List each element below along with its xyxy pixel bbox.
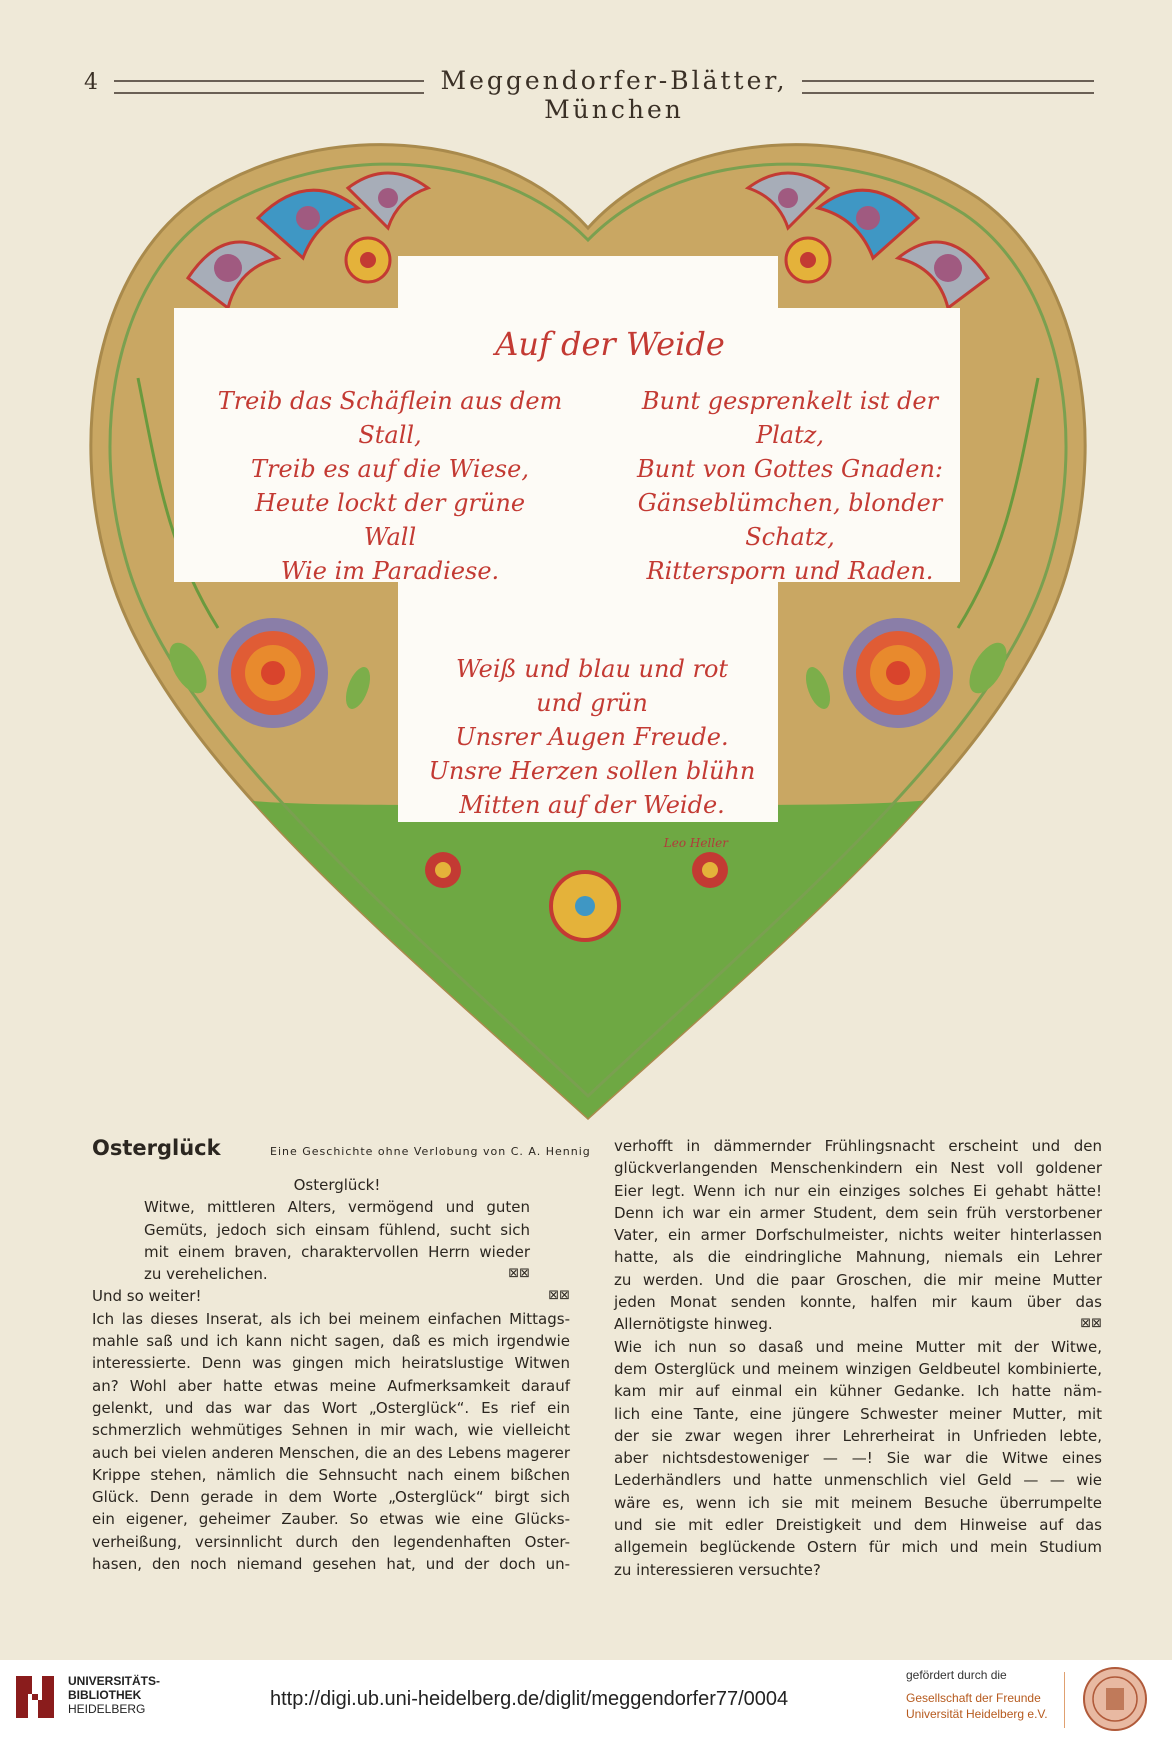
text-line: an? Wohl aber hatte etwas meine Aufmerksamkeit darauf — [92, 1376, 570, 1395]
text-line: Ich las dieses Inserat, als ich bei meinem einfachen Mittags- — [92, 1309, 570, 1328]
text-line: zu werden. Und die paar Groschen, die mir meine Mutter — [614, 1270, 1102, 1289]
text-line: mahle saß und ich kann nicht sagen, daß es mich irgendwie — [92, 1332, 570, 1351]
ad-line: Gemüts, jedoch sich einsam fühlend, sucht sich — [144, 1220, 530, 1239]
poem-line: Mitten auf der Weide. — [459, 791, 725, 819]
text-line: ein eigener, geheimer Zauber. So etwas wie eine Glücks- — [92, 1510, 570, 1529]
rosette-center — [551, 872, 619, 940]
page-number: 4 — [84, 70, 98, 95]
permalink-url[interactable]: http://digi.ub.uni-heidelberg.de/diglit/meggendorfer77/0004 — [270, 1688, 789, 1710]
text-line: verheißung, versinnlicht durch den legendenhaften Oster- — [92, 1532, 570, 1551]
header-ornament-right — [802, 80, 1094, 94]
poem-line: Platz, — [755, 421, 825, 449]
sun-ornament-right — [786, 238, 830, 282]
poem-line: Treib es auf die Wiese, — [251, 455, 529, 483]
text-line: jeden Monat senden konnte, halfen mir kaum über das — [614, 1293, 1102, 1312]
poem-line: Rittersporn und Raden. — [646, 557, 934, 585]
library-name-line: BIBLIOTHEK — [68, 1688, 142, 1702]
sunflower-left — [218, 618, 328, 728]
text-line: und sie mit edler Dreistigkeit und dem Hinweise auf das — [614, 1516, 1102, 1535]
text-line-content: Und so weiter! — [92, 1287, 202, 1306]
ad-line: Witwe, mittleren Alters, vermögend und guten — [144, 1198, 530, 1217]
poem-line: Heute lockt der grüne — [254, 489, 526, 517]
poem-line: Stall, — [358, 421, 422, 449]
text-line: verhofft in dämmernder Frühlingsnacht erscheint und den — [614, 1137, 1102, 1155]
page-header-title: Meggendorfer-Blätter, München — [440, 66, 788, 124]
text-line — [614, 1313, 1102, 1335]
footer-divider — [1064, 1672, 1065, 1728]
poem-line: Weiß und blau und rot — [455, 655, 729, 683]
rosette-small-left — [425, 852, 461, 888]
sponsor-line: Gesellschaft der Freunde — [906, 1691, 1041, 1705]
poem-line: Schatz, — [745, 523, 835, 551]
text-line: Glück. Denn gerade in dem Worte „Osterglück“ birgt sich — [92, 1488, 570, 1507]
poem-line: Bunt von Gottes Gnaden: — [636, 455, 944, 483]
ad-line: mit einem braven, charaktervollen Herrn wieder — [144, 1242, 530, 1261]
text-line: wäre es, wenn ich sie mit meinem Besuche überrumpelte — [614, 1493, 1102, 1512]
ad-line-text: zu verehelichen. — [144, 1265, 268, 1284]
library-name[interactable] — [68, 1674, 160, 1716]
text-line: aber nichtsdestoweniger — —! Sie war die Witwe eines — [614, 1449, 1102, 1468]
text-line: schmerzlich wehmütiges Sehnen in mir wach, wie vielleicht — [92, 1421, 570, 1440]
text-line-content: Allernötigste hinweg. — [614, 1315, 773, 1334]
footer-bar — [0, 1660, 1172, 1737]
ad-heading: Osterglück! — [293, 1176, 381, 1194]
text-line: Wie ich nun so dasaß und meine Mutter mit der Witwe, — [614, 1337, 1102, 1356]
poem-line: Gänseblümchen, blonder — [637, 489, 943, 517]
section-marks: ⊠⊠ — [548, 1288, 570, 1304]
text-line: gelenkt, und das war das Wort „Osterglück“. Es rief ein — [92, 1398, 570, 1417]
text-line: interessierte. Denn was gingen mich heiratslustige Witwen — [92, 1354, 570, 1373]
section-marks: ⊠⊠ — [508, 1266, 530, 1282]
text-line: lich eine Tante, eine jüngere Schwester meiner Mutter, mit — [614, 1404, 1102, 1423]
text-line — [92, 1285, 570, 1307]
heart-illustration — [78, 128, 1098, 1120]
poem-line: Wie im Paradiese. — [280, 557, 500, 585]
sponsor-name[interactable] — [906, 1690, 1048, 1722]
poem-line: Unsre Herzen sollen blühn — [428, 757, 756, 785]
sunflower-right — [843, 618, 953, 728]
text-line: Krippe stehen, nämlich die Sehnsucht nach einem bißchen — [92, 1465, 570, 1484]
poem-line: Bunt gesprenkelt ist der — [641, 387, 939, 415]
poem-line: Unsrer Augen Freude. — [455, 723, 729, 751]
header-ornament-left — [114, 80, 424, 94]
sponsor-label: gefördert durch die — [906, 1668, 1007, 1682]
ad-line-last — [92, 1263, 570, 1285]
story-subtitle: Eine Geschichte ohne Verlobung von C. A. Hennig — [270, 1145, 591, 1158]
text-line: allgemein beglückende Ostern für mich und mein Studium — [614, 1538, 1102, 1557]
page-header — [80, 66, 1100, 124]
seal-icon — [1082, 1666, 1148, 1732]
story-column-right — [614, 1135, 1102, 1581]
story-title: Osterglück — [92, 1136, 221, 1160]
text-line: glückverlangenden Menschenkindern ein Nest voll goldener — [614, 1159, 1102, 1178]
sponsor-line: Universität Heidelberg e.V. — [906, 1707, 1048, 1721]
text-line: Denn ich war ein armer Student, dem sein früh verstorbener — [614, 1203, 1102, 1222]
text-line: auch bei vielen anderen Menschen, die an des Lebens magerer — [92, 1443, 570, 1462]
poem-left-stanza — [200, 384, 580, 588]
rosette-small-right — [692, 852, 728, 888]
text-line: hatte, als die eindringliche Mahnung, niemals ein Lehrer — [614, 1248, 1102, 1267]
section-marks: ⊠⊠ — [1080, 1316, 1102, 1332]
text-line: dem Osterglück und meinem winzigen Geldbeutel kombinierte, — [614, 1359, 1102, 1378]
text-line: zu interessieren versuchte? — [614, 1560, 821, 1579]
text-line: Eier legt. Wenn ich nur ein einziges solches Ei gehabt hätte! — [614, 1181, 1102, 1200]
poem-title: Auf der Weide — [495, 325, 725, 363]
sun-ornament-left — [346, 238, 390, 282]
library-name-line: UNIVERSITÄTS- — [68, 1674, 161, 1688]
story-column-left — [92, 1174, 570, 1575]
library-name-line: HEIDELBERG — [68, 1702, 146, 1716]
library-logo-icon[interactable] — [12, 1672, 58, 1722]
poem-right-stanza — [600, 384, 980, 588]
poem-line: Wall — [363, 523, 417, 551]
poem-line: Treib das Schäflein aus dem — [217, 387, 563, 415]
poem-line: und grün — [536, 689, 648, 717]
text-line: hasen, den noch niemand gesehen hat, und der doch un- — [92, 1555, 570, 1574]
text-line: kam mir auf einmal ein kühner Gedanke. Ich hatte näm- — [614, 1382, 1102, 1401]
text-line: der sie zwar wegen ihrer Lehrerheirat in Unfrieden lebte, — [614, 1426, 1102, 1445]
heart-drawing — [78, 128, 1098, 1120]
poem-author: Leo Heller — [663, 836, 728, 850]
poem-bottom-stanza — [412, 652, 772, 822]
text-line: Lederhändlers und hatte unmenschlich viel Geld — — wie — [614, 1471, 1102, 1490]
text-line: Vater, ein armer Dorfschulmeister, nichts weiter hinterlassen — [614, 1226, 1102, 1245]
